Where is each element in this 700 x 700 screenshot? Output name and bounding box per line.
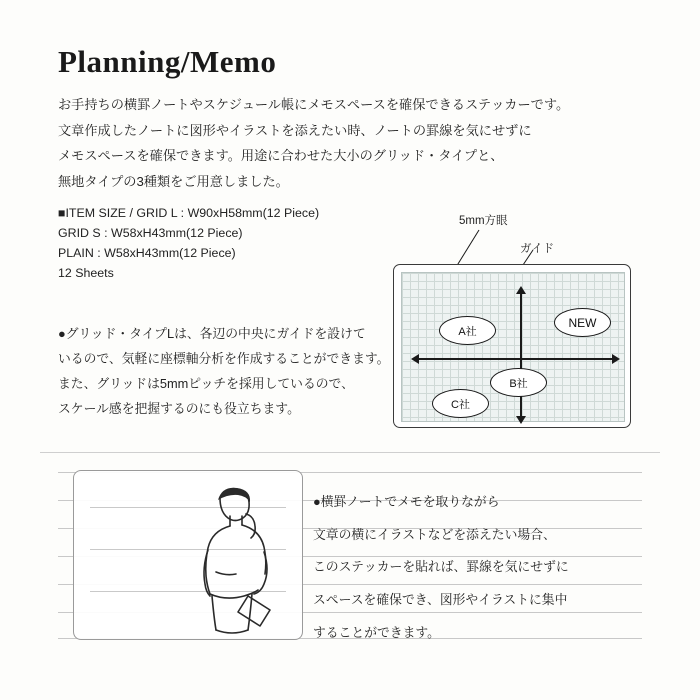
bottom-line: このステッカーを貼れば、罫線を気にせずに — [313, 559, 569, 575]
callout-grid-pitch: 5mm方眼 — [459, 215, 508, 227]
intro-line: 無地タイプの3種類をご用意しました。 — [58, 174, 289, 190]
person-illustration-icon — [176, 476, 296, 636]
guide-axis-horizontal — [418, 358, 614, 360]
grid-card — [393, 264, 631, 428]
desc-line: スケール感を把握するのにも役立ちます。 — [58, 400, 300, 416]
callout-guide: ガイド — [520, 243, 555, 255]
intro-paragraph — [58, 92, 618, 195]
intro-line: お手持ちの横罫ノートやスケジュール帳にメモスペースを確保できるステッカーです。 — [58, 97, 570, 112]
plot-bubble-b: B社 — [490, 368, 547, 397]
grid-surface — [401, 272, 625, 422]
bottom-line: 文章の横にイラストなどを添えたい場合、 — [313, 526, 556, 542]
person-illustration — [176, 476, 296, 636]
plot-bubble-new: NEW — [554, 308, 611, 337]
plot-bubble-c: C社 — [432, 389, 489, 418]
bottom-description — [313, 486, 643, 649]
grid-description — [58, 322, 388, 422]
desc-line: ●グリッド・タイプLは、各辺の中央にガイドを設けて — [58, 326, 366, 341]
guide-axis-vertical — [520, 293, 522, 421]
desc-line: また、グリッドは5mmピッチを採用しているので、 — [58, 375, 354, 391]
intro-line: メモスペースを確保できます。用途に合わせた大小のグリッド・タイプと、 — [58, 148, 504, 164]
intro-line: 文章作成したノートに図形やイラストを添えたい時、ノートの罫線を気にせずに — [58, 122, 532, 138]
bottom-line: することができます。 — [313, 624, 440, 640]
arrow-right-icon — [612, 354, 620, 364]
item-size-spec — [58, 203, 319, 283]
page-title: Planning/Memo — [58, 44, 277, 79]
desc-line: いるので、気軽に座標軸分析を作成することができます。 — [58, 350, 390, 366]
arrow-left-icon — [411, 354, 419, 364]
grid-type-l-illustration — [393, 264, 629, 426]
spec-line: 12 Sheets — [58, 266, 114, 281]
plot-bubble-a: A社 — [439, 316, 496, 345]
spec-line: GRID S : W58xH43mm(12 Piece) — [58, 226, 243, 241]
arrow-down-icon — [516, 416, 526, 424]
bottom-line: スペースを確保でき、図形やイラストに集中 — [313, 591, 568, 607]
arrow-up-icon — [516, 286, 526, 294]
spec-line: PLAIN : W58xH43mm(12 Piece) — [58, 246, 236, 261]
bottom-line: ●横罫ノートでメモを取りながら — [313, 494, 500, 509]
spec-line: ■ITEM SIZE / GRID L : W90xH58mm(12 Piece) — [58, 206, 320, 220]
section-divider — [40, 452, 660, 453]
